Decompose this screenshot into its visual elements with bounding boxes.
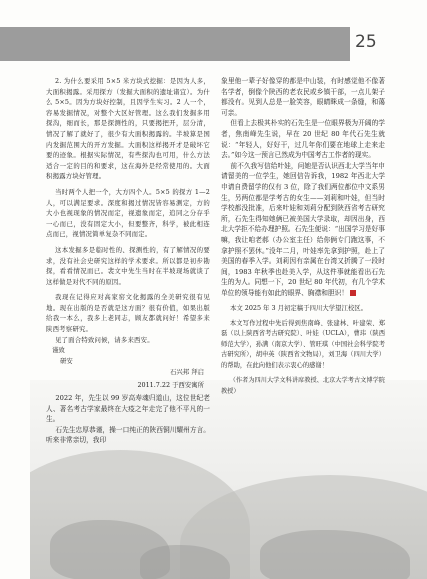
body-paragraph: 2022 年，先生以 99 岁高寿魂归道山，这位世纪老人、著名考古学家最终在大疫之年走完了他不平凡的一生。 <box>46 394 210 424</box>
author-note: （作者为四川大学文科讲席教授、北京大学考古文博学院教授） <box>221 377 385 395</box>
end-mark-icon <box>350 290 356 296</box>
body-paragraph-text: 前不久我写信给叶娃，问她是否认识西北大学当年申请留美的一位学生，她回信告诉我，1982 年西北大学申请自费留学的仅有 3 位，除了我们两位都位中文系男生，另两位都是学考古的女生——刘莉和叶娃，但当时学校都没批准，后来叶娃和刘莉分配到陕西省考古研究所，石先生得知她俩已被美国大学录取，却因出身，西北大学拒不给办理护照。石先生便说：“出国学习是好事嘛，我让咱老郝（办公室主任）给你俩专门跑这事，不拿护照不罢休。”没年二月，叶娃率先拿到护照，赴上了美国的春季入学。刘莉因有亲属在台湾又折腾了一段时间，1983 年秋季也赴美入学，从这件事就能看出石先生的为人。同想一下，20 世纪 80 年代初，有几个学术单位的领导能有如此的眼界、胸襟和胆识！ <box>221 161 385 297</box>
body-paragraph: 象里他一辈子好像穿的都是中山装，有时感觉他不像著名学者，倒像个陕西的老农民或乡镇干部，一点儿架子都没有。见到人总是一脸笑容，眼睛眯成一条缝，和蔼可亲。 <box>221 77 385 117</box>
letter-paragraph: 这本发掘多是临时性的、探测性的，有了解情况的要求，没有社会史研究这样的学术要求。所以都是初步勘探，看看情况而已。裴文中先生当时在半坡现场就谈了这样做是对代不同的原因。 <box>46 245 210 286</box>
body-paragraph: 但看上去极其朴实的石先生是一位眼界极为开阔的学者，焦南峰先生说，早在 20 世纪 80 年代石先生就说：“年轻人，好好干，过几年你们要在地球上走来走去。”如今这一预言已然成为中国考古工作者的现实。 <box>221 119 385 160</box>
body-paragraph: 石先生忠厚恭谨，操一口纯正的陕西铜川耀州方言。听来非常亲切，我印 <box>46 425 210 445</box>
right-column <box>221 76 385 397</box>
letter-paragraph: 我现在记得应对高家窑文化揭露的全美研究很有见地。现在出版的是否就是这方面？很有价值，如果出版给我一本么，我多上老同志，顾友都就问好！希望多来陕西考察研究。 <box>46 293 210 334</box>
header-bar <box>0 27 350 61</box>
letter-paragraph: 当时两个人把一个，大方四个人。5×5 的探方 1—2 人，可以满足要求。深度和揭过情况皆容易测定，方的大小也视现象的情况而定，视遗象而定，追同之分存乎一心而已，没有固定大小，但要整齐，科学，被此相连点而已，视情况简单复杂不同而定。 <box>46 187 210 239</box>
letter-greeting: 研安 <box>60 356 73 365</box>
letter-date: 2011.7.22 于西安寓所 <box>137 381 204 390</box>
letter-signature: 石兴邦 拜启 <box>170 368 204 377</box>
letter-paragraph: 2. 为什么要采用 5×5 米方块式挖掘：是因为人多，大面积揭露。采用探方（发掘大面积的遗址诸宜）。为什么 5×5。因为方块好控制，且因学生实习。2 人一个，容易发掘情况，对整个大区好管理。这么我们发掘多用探沟，细而长，那是探测性的，只要揭把开，层分清，情况了解了就好了，很少有大面积揭露的。半坡算是国内发掘范围大的开方发掘。大面积这样揭开才是破坏它要的迹象。根据实际情况，有些探沟也可用，什么方法适合一定的目的和要求，这在海外是经常使用的。大面积揭露方块好管理。 <box>46 77 210 181</box>
closing-note: 本文 2025 年 3 月初定稿于四川大学望江校区。 <box>229 304 368 313</box>
letter-paragraph: 见了面合特致问候，请多来西安。 <box>54 335 154 344</box>
acknowledgement-paragraph: 本文写作过程中先后得到焦南峰、张建林、叶建荣、郑磊（以上陕西省考古研究院）、叶娃（UCLA），曹玮（陕西师范大学），孙满（南京大学）、管旺琪（中国社会科学院考古研究所），胡申英（陕西省文物局），刘卫海（四川大学）的帮助，在此向他们表示衷心的感谢！ <box>221 320 385 369</box>
letter-salutation: 谨致 <box>52 346 65 355</box>
left-column <box>46 76 210 446</box>
body-paragraph <box>221 161 385 299</box>
page-number: 25 <box>355 32 377 52</box>
